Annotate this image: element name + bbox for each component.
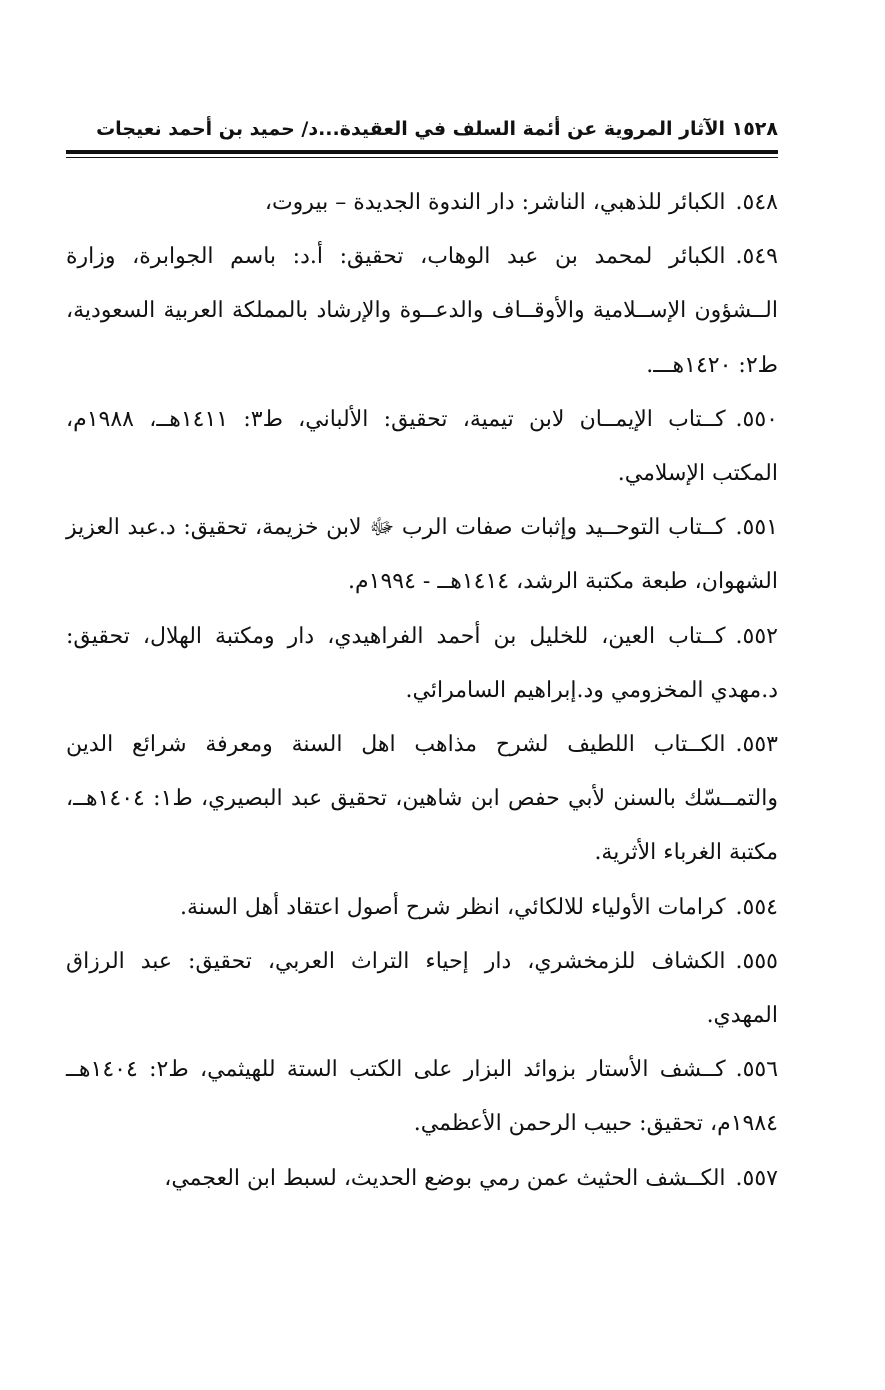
entry-number: ٥٤٩. (735, 244, 778, 270)
entry-number: ٥٥٤. (735, 894, 778, 920)
bibliography-entry-553 (66, 718, 778, 881)
header-rule-thick (66, 150, 778, 154)
entry-number: ٥٥٣. (735, 732, 778, 758)
entry-number: ٥٥٧. (735, 1165, 778, 1191)
bibliography-entry-548 (66, 176, 778, 230)
entry-number: ٥٤٨. (735, 190, 778, 215)
entry-text: كــتاب الإيمــان لابن تيمية، تحقيق: الألباني، ط٣: ١٤١١هــ، ١٩٨٨م، المكتب الإسلامي. (66, 406, 778, 487)
bibliography-entry-557 (66, 1152, 778, 1206)
entry-text: الكبائر للذهبي، الناشر: دار الندوة الجديدة – بيروت، (264, 190, 726, 215)
entry-number: ٥٥٦. (735, 1057, 779, 1083)
entry-text: الكشاف للزمخشري، دار إحياء التراث العربي، تحقيق: عبد الرزاق المهدي. (66, 948, 778, 1029)
bibliography-entry-554 (66, 881, 778, 935)
entry-text: كرامات الأولياء للالكائي، انظر شرح أصول اعتقاد أهل السنة. (179, 894, 726, 920)
bibliography-entry-549 (66, 230, 778, 393)
entry-number: ٥٥٥. (735, 948, 778, 974)
entry-number: ٥٥٢. (735, 623, 778, 649)
entry-number: ٥٥٠. (735, 406, 778, 432)
bibliography-entry-552 (66, 610, 778, 718)
bibliography-entry-550 (66, 393, 778, 501)
bibliography-list (66, 176, 778, 1206)
entry-text: الكــشف الحثيث عمن رمي بوضع الحديث، لسبط ابن العجمي، (164, 1165, 726, 1191)
entry-text: كــتاب العين، للخليل بن أحمد الفراهيدي، دار ومكتبة الهلال، تحقيق: د.مهدي المخزومي ود.إبراهيم السامرائي. (66, 623, 778, 703)
page-header (96, 112, 778, 146)
page-number: ١٥٢٨ (731, 118, 778, 140)
bibliography-entry-556 (66, 1043, 778, 1151)
entry-number: ٥٥١. (735, 515, 778, 541)
bibliography-entry-555 (66, 935, 778, 1043)
entry-text: كــتاب التوحــيد وإثبات صفات الرب ﷻ لابن خزيمة، تحقيق: د.عبد العزيز الشهوان، طبعة مكتبة الرشد، ١٤١٤هــ - ١٩٩٤م. (66, 515, 778, 595)
header-rule-thin (66, 157, 778, 158)
entry-text: الكبائر لمحمد بن عبد الوهاب، تحقيق: أ.د: باسم الجوابرة، وزارة الــشؤون الإســلامية والأوقــاف والدعــوة والإرشاد بالمملكة العربية السعودية، ط٢: ١٤٢٠هـــ. (66, 244, 778, 378)
running-title: الآثار المروية عن أئمة السلف في العقيدة...د/ حميد بن أحمد نعيجات (96, 118, 725, 140)
bibliography-entry-551 (66, 501, 778, 609)
entry-text: الكــتاب اللطيف لشرح مذاهب اهل السنة ومعرفة شرائع الدين والتمــسّك بالسنن لأبي حفص ابن شاهين، تحقيق عبد البصيري، ط١: ١٤٠٤هــ، مكتبة الغرباء الأثرية. (66, 732, 778, 866)
entry-text: كــشف الأستار بزوائد البزار على الكتب الستة للهيثمي، ط٢: ١٤٠٤هــ ١٩٨٤م، تحقيق: حبيب الرحمن الأعظمي. (66, 1057, 778, 1137)
